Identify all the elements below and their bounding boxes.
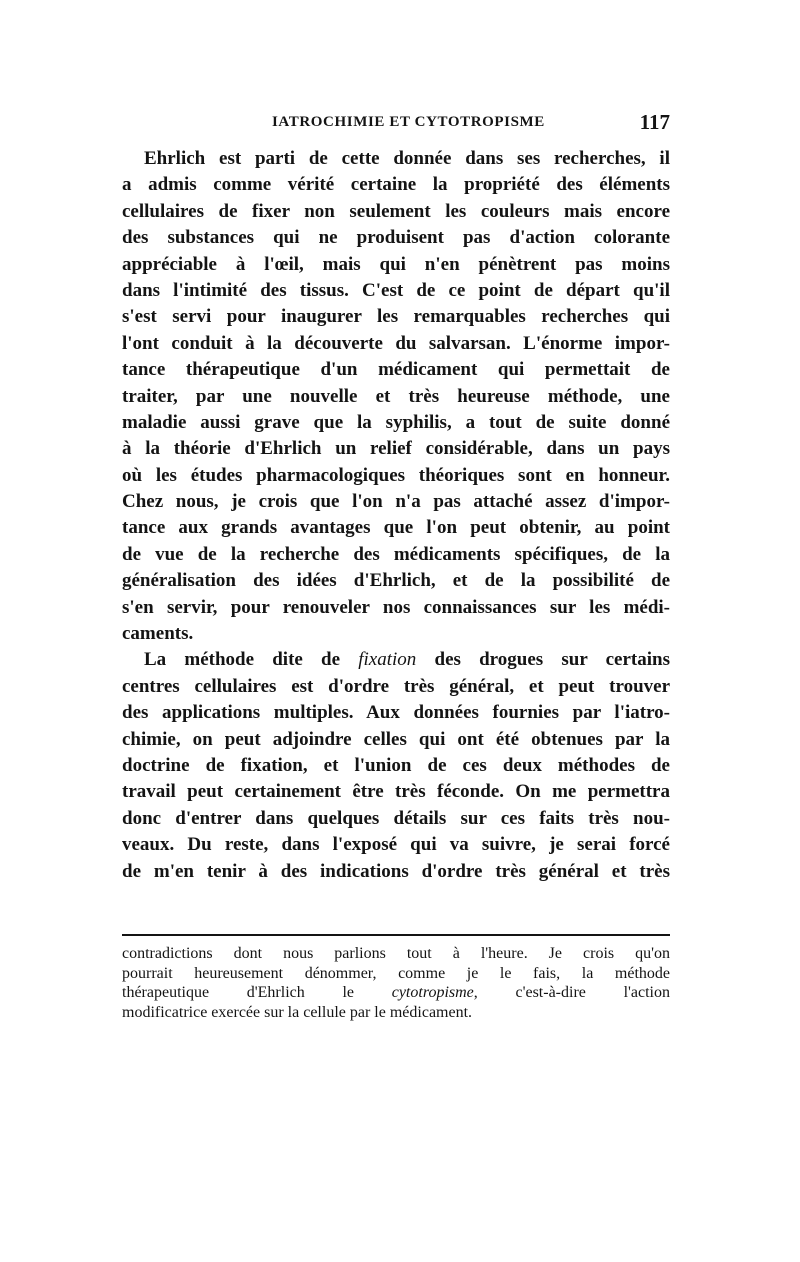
text-fragment: , c'est-à-dire l'action [473,984,671,1001]
text-line: cellulaires de fixer non seulement les couleurs mais encore [122,200,670,222]
page-number: 117 [639,110,670,134]
text-line: a admis comme vérité certaine la propriété des éléments [122,174,670,196]
text-line: s'est servi pour inaugurer les remarquables recherches qui [122,306,670,328]
text-line: Chez nous, je crois que l'on n'a pas attaché assez d'impor- [122,491,670,513]
text-fragment: thérapeutique d'Ehrlich le [122,984,392,1001]
text-line: chimie, on peut adjoindre celles qui ont été obtenues par la [122,728,670,750]
text-line: traiter, par une nouvelle et très heureuse méthode, une [122,385,670,407]
text-line: l'ont conduit à la découverte du salvarsan. L'énorme impor- [122,332,670,354]
running-title: IATROCHIMIE ET CYTOTROPISME [272,114,545,130]
text-line: donc d'entrer dans quelques détails sur ces faits très nou- [122,807,670,829]
text-line: centres cellulaires est d'ordre très général, et peut trouver [122,675,670,697]
text-fragment: La méthode dite de [144,649,359,671]
text-fragment: des drogues sur certains [416,649,670,671]
text-line: des applications multiples. Aux données fournies par l'iatro- [122,702,670,724]
italic-term: fixation [358,649,417,671]
text-line: tance thérapeutique d'un médicament qui permettait de [122,359,670,381]
paragraph-first-line [122,647,670,673]
text-line: tance aux grands avantages que l'on peut obtenir, au point [122,517,670,539]
text-line: veaux. Du reste, dans l'exposé qui va suivre, je serai forcé [122,834,670,856]
footnote [122,944,670,1022]
text-line: où les études pharmacologiques théoriques sont en honneur. [122,464,670,486]
text-line: caments. [122,623,194,645]
text-line: de vue de la recherche des médicaments spécifiques, de la [122,543,670,565]
footnote-line: contradictions dont nous parlions tout à l'heure. Je crois qu'on [122,945,670,962]
text-line: Ehrlich est parti de cette donnée dans ses recherches, il [144,148,670,169]
italic-term: cytotropisme [391,984,474,1001]
footnote-line: pourrait heureusement dénommer, comme je le fais, la méthode [122,964,670,982]
text-line: dans l'intimité des tissus. C'est de ce point de départ qu'il [122,279,670,301]
text-line: à la théorie d'Ehrlich un relief considérable, dans un pays [122,438,670,460]
footnote-line: modificatrice exercée sur la cellule par le médicament. [122,1003,473,1021]
text-line: de m'en tenir à des indications d'ordre très général et très [122,860,670,882]
text-line: doctrine de fixation, et l'union de ces deux méthodes de [122,754,670,776]
footnote-rule [122,934,670,936]
text-line: des substances qui ne produisent pas d'action colorante [122,227,670,249]
text-line: maladie aussi grave que la syphilis, a tout de suite donné [122,411,670,433]
page-header [122,110,670,144]
text-line: appréciable à l'œil, mais qui n'en pénètrent pas moins [122,253,670,275]
text-line: généralisation des idées d'Ehrlich, et de la possibilité de [122,570,670,592]
text-line: travail peut certainement être très féconde. On me permettra [122,781,670,803]
main-text [122,146,670,885]
footnote-line [122,983,670,1003]
text-line: s'en servir, pour renouveler nos connaissances sur les médi- [122,596,670,618]
